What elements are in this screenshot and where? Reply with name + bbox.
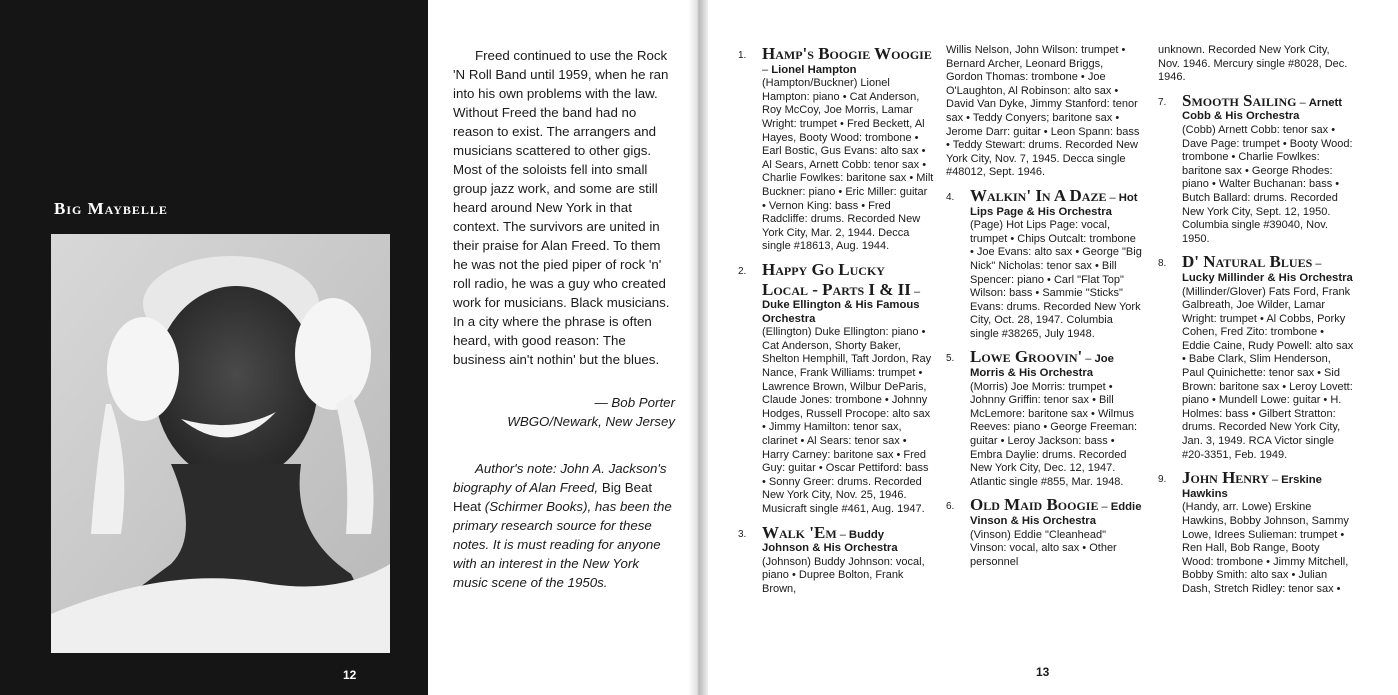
signature: [453, 393, 675, 431]
track-credits: (Morris) Joe Morris: trumpet • Johnny Griffin: tenor sax • Bill McLemore: baritone sax • Wilmus Reeves: piano • George Freeman: guitar • Leroy Jackson: bass • Embra Daylie: drums. Recorded New York City, Dec. 12, 1947. Atlantic single #855, Mar. 1948.: [970, 380, 1138, 488]
track-item: 3. Walk 'Em – Buddy Johnson & His Orchestra (Johnson) Buddy Johnson: vocal, piano • Dupree Bolton, Frank Brown,: [738, 523, 934, 597]
author-note-text-2: (Schirmer Books), has been the primary research source for these notes. It is must reading for anyone with an interest in the New York music scene of the 1950s.: [453, 499, 672, 590]
track-credits: (Hampton/Buckner) Lionel Hampton: piano • Cat Anderson, Roy McCoy, Joe Morris, Lamar Wright: trumpet • Fred Beckett, Al Hayes, Booty Wood: trombone • Earl Bostic, Gus Evans: alto sax • Al Sears, Arnett Cobb: tenor sax • Charlie Fowlkes: baritone sax • Milt Buckner: piano • Eric Miller: guitar • Vernon King: bass • Fred Radcliffe: drums. Recorded New York City, Mar. 2, 1944. Decca single #18613, Aug. 1944.: [762, 77, 934, 253]
page-number-right: 13: [1036, 665, 1050, 679]
track-title: Smooth Sailing: [1182, 90, 1297, 110]
signature-name: — Bob Porter: [594, 395, 675, 410]
track-credits: (Vinson) Eddie "Cleanhead" Vinson: vocal, alto sax • Other personnel: [970, 528, 1117, 568]
track-number: 6.: [946, 501, 955, 513]
track-title: Hamp's Boogie Woogie: [762, 44, 932, 63]
track-artist: Eddie Vinson & His Orchestra: [970, 501, 1142, 527]
photo-title: Big Maybelle: [54, 199, 168, 218]
signature-affiliation: WBGO/Newark, New Jersey: [507, 414, 675, 429]
portrait-photo: [51, 234, 390, 653]
track-title: Happy Go Lucky Local - Parts I & II: [762, 259, 911, 299]
track-artist: Hot Lips Page & His Orchestra: [970, 191, 1138, 218]
essay-column: [453, 46, 675, 592]
track-title: John Henry: [1182, 468, 1269, 488]
track-title: Walkin' In A Daze: [970, 185, 1107, 205]
track-artist: Erskine Hawkins: [1182, 474, 1322, 500]
track-credits: (Page) Hot Lips Page: vocal, trumpet • Chips Outcalt: trombone • Joe Evans: alto sax • George "Big Nick" Nicholas: tenor sax • Bill Spencer: piano • Carl "Flat Top" Wilson: bass • Sammie "Sticks" Evans: drums. Recorded New York City, Oct. 28, 1947. Columbia single #38265, July 1948.: [970, 219, 1142, 340]
track-title: Old Maid Boogie: [970, 495, 1099, 515]
track-number: 1.: [738, 50, 747, 61]
track-item: 6. Old Maid Boogie – Eddie Vinson & His Orchestra (Vinson) Eddie "Cleanhead" Vinson: vocal, alto sax • Other personnel: [946, 495, 1142, 568]
book-title: Big Beat Heat: [453, 480, 653, 514]
page-number-left: 12: [343, 668, 357, 682]
track-artist: Joe Morris & His Orchestra: [970, 353, 1114, 380]
track-artist: Duke Ellington & His Famous Orchestra: [762, 299, 920, 325]
track-credits: (Millinder/Glover) Fats Ford, Frank Galbreath, Joe Wilder, Lamar Wright: trumpet • Al Cobbs, Porky Cohen, Fred Zito: trombone • Eddie Caine, Rudy Powell: alto sax • Babe Clark, Slim Henderson, Paul Quinichette: tenor sax • Sid Brown: baritone sax • Leroy Lovett: piano • Mundell Lowe: guitar • H. Holmes: bass • Gilbert Stratton: drums. Recorded New York City, Jan. 3, 1949. RCA Victor single #20-3351, Feb. 1949.: [1182, 285, 1354, 461]
track-credits: (Ellington) Duke Ellington: piano • Cat Anderson, Shorty Baker, Shelton Hemphill, Taft Jordon, Ray Nance, Frank Williams: trumpet • Lawrence Brown, Wilbur DeParis, Claude Jones: trombone • Johnny Hodges, Russell Procope: alto sax • Jimmy Hamilton: tenor sax, clarinet • Al Sears: tenor sax • Harry Carney: baritone sax • Fred Guy: guitar • Oscar Pettiford: bass • Sonny Greer: drums. Recorded New York City, Nov. 25, 1946. Musicraft single #461, Aug. 1947.: [762, 326, 932, 515]
essay-paragraph: Freed continued to use the Rock 'N Roll Band until 1959, when he ran into his own problems with the law. Without Freed the band had no reason to exist. The arrangers and musicians scattered to other gigs. Most of the soloists fell into small group jazz work, and some are still heard around New York in that context. The survivors are united in their praise for Alan Freed. To them he was not the pied piper of rock 'n' roll radio, he was a guy who created work for musicians. Black musicians. In a city where the phrase is often heard, with good reason: The business ain't nothin' but the blues.: [453, 48, 670, 367]
track-item: 8. D' Natural Blues – Lucky Millinder & His Orchestra (Millinder/Glover) Fats Ford, Frank Galbreath, Joe Wilder, Lamar Wright: trumpet • Al Cobbs, Porky Cohen, Fred Zito: trombone • Eddie Caine, Rudy Powell: alto sax • Babe Clark, Slim Henderson, Paul Quinichette: tenor sax • Sid Brown: baritone sax • Leroy Lovett: piano • Mundell Lowe: guitar • H. Holmes: bass • Gilbert Stratton: drums. Recorded New York City, Jan. 3, 1949. RCA Victor single #20-3351, Feb. 1949.: [1158, 252, 1354, 461]
track-item: 1. Hamp's Boogie Woogie – Lionel Hampton (Hampton/Buckner) Lionel Hampton: piano • Cat Anderson, Roy McCoy, Joe Morris, Lamar Wright: trumpet • Fred Beckett, Al Hayes, Booty Wood: trombone • Earl Bostic, Gus Evans: alto sax • Al Sears, Arnett Cobb: tenor sax • Charlie Fowlkes: baritone sax • Milt Buckner: piano • Eric Miller: guitar • Vernon King: bass • Fred Radcliffe: drums. Recorded New York City, Mar. 2, 1944. Decca single #18613, Aug. 1944.: [738, 44, 934, 253]
track-artist: Lionel Hampton: [771, 63, 857, 76]
author-note: [453, 459, 675, 592]
track-continued: [1158, 44, 1354, 85]
track-credits: (Johnson) Buddy Johnson: vocal, piano • Dupree Bolton, Frank Brown,: [762, 555, 925, 595]
track-credits: (Cobb) Arnett Cobb: tenor sax • Dave Page: trumpet • Booty Wood: trombone • Charlie Fowlkes: baritone sax • George Rhodes: piano • Walter Buchanan: bass • Butch Ballard: drums. Recorded New York City, Sept. 12, 1950. Columbia single #39040, Nov. 1950.: [1182, 123, 1353, 245]
track-item: 9. John Henry – Erskine Hawkins (Handy, arr. Lowe) Erskine Hawkins, Bobby Johnson, Sammy Lowe, Idrees Sulieman: trumpet • Ren Hall, Bob Range, Booty Wood: trombone • Jimmy Mitchell, Bobby Smith: alto sax • Julian Dash, Stretch Ridley: tenor sax •: [1158, 468, 1354, 596]
track-title: Walk 'Em: [762, 522, 837, 542]
track-artist: Buddy Johnson & His Orchestra: [762, 528, 898, 555]
track-column-1: [738, 44, 934, 603]
track-artist: Lucky Millinder & His Orchestra: [1182, 271, 1353, 284]
author-note-text-1: Author's note: John A. Jackson's biography of Alan Freed,: [453, 461, 667, 495]
track-item: 4. Walkin' In A Daze – Hot Lips Page & His Orchestra (Page) Hot Lips Page: vocal, trumpet • Chips Outcalt: trombone • Joe Evans: alto sax • George "Big Nick" Nicholas: tenor sax • Bill Spencer: piano • Carl "Flat Top" Wilson: bass • Sammie "Sticks" Evans: drums. Recorded New York City, Oct. 28, 1947. Columbia single #38265, July 1948.: [946, 185, 1142, 340]
track-credits-continued: Willis Nelson, John Wilson: trumpet • Bernard Archer, Leonard Briggs, Gordon Thomas: trombone • Joe O'Laughton, Al Robinson: alto sax • David Van Dyke, Jimmy Stanford: tenor sax • Teddy Conyers; baritone sax • Jerome Darr: guitar • Leon Spann: bass • Teddy Stewart: drums. Recorded New York City, Nov. 7, 1945. Decca single #48012, Sept. 1946.: [946, 44, 1140, 179]
track-credits-continued: unknown. Recorded New York City, Nov. 1946. Mercury single #8028, Dec. 1946.: [1158, 44, 1348, 84]
track-number: 7.: [1158, 96, 1167, 108]
track-title: Lowe Groovin': [970, 347, 1083, 367]
track-number: 4.: [946, 191, 955, 203]
track-item: 5. Lowe Groovin' – Joe Morris & His Orchestra (Morris) Joe Morris: trumpet • Johnny Griffin: tenor sax • Bill McLemore: baritone sax • Wilmus Reeves: piano • George Freeman: guitar • Leroy Jackson: bass • Embra Daylie: drums. Recorded New York City, Dec. 12, 1947. Atlantic single #855, Mar. 1948.: [946, 347, 1142, 489]
book-gutter: [688, 0, 708, 695]
track-column-3: [1158, 44, 1354, 603]
track-continued: [946, 44, 1142, 180]
left-page: [0, 0, 428, 695]
track-number: 2.: [738, 265, 747, 277]
track-item: 7. Smooth Sailing – Arnett Cobb & His Orchestra (Cobb) Arnett Cobb: tenor sax • Dave Page: trumpet • Booty Wood: trombone • Charlie Fowlkes: baritone sax • George Rhodes: piano • Walter Buchanan: bass • Butch Ballard: drums. Recorded New York City, Sept. 12, 1950. Columbia single #39040, Nov. 1950.: [1158, 90, 1353, 245]
track-number: 3.: [738, 528, 747, 540]
track-number: 9.: [1158, 474, 1167, 486]
track-number: 8.: [1158, 258, 1167, 270]
track-credits: (Handy, arr. Lowe) Erskine Hawkins, Bobby Johnson, Sammy Lowe, Idrees Sulieman: trumpet • Ren Hall, Bob Range, Booty Wood: trombone • Jimmy Mitchell, Bobby Smith: alto sax • Julian Dash, Stretch Ridley: tenor sax •: [1182, 501, 1349, 595]
track-number: 5.: [946, 353, 955, 365]
track-column-2: [946, 44, 1142, 575]
track-item: 2. Happy Go Lucky Local - Parts I & II – Duke Ellington & His Famous Orchestra (Ellington) Duke Ellington: piano • Cat Anderson, Shorty Baker, Shelton Hemphill, Taft Jordon, Ray Nance, Frank Williams: trumpet • Lawrence Brown, Wilbur DeParis, Claude Jones: trombone • Johnny Hodges, Russell Procope: alto sax • Jimmy Hamilton: tenor sax, clarinet • Al Sears: tenor sax • Harry Carney: baritone sax • Fred Guy: guitar • Oscar Pettiford: bass • Sonny Greer: drums. Recorded New York City, Nov. 25, 1946. Musicraft single #461, Aug. 1947.: [738, 260, 934, 517]
track-title: D' Natural Blues: [1182, 252, 1313, 272]
track-artist: Arnett Cobb & His Orchestra: [1182, 96, 1343, 123]
